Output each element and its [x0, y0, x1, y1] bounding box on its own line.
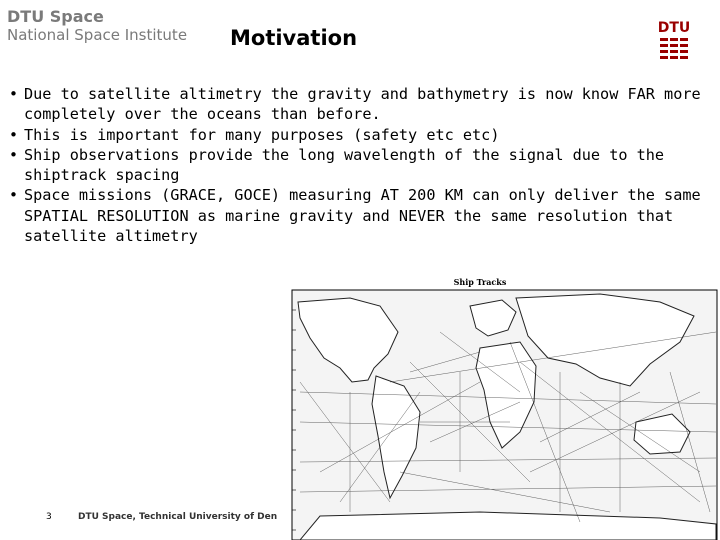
org-name: DTU Space	[7, 7, 104, 26]
dtu-space-logo	[7, 8, 187, 44]
org-subtitle: National Space Institute	[7, 26, 188, 44]
page-number: 3	[46, 512, 52, 522]
ship-tracks-map	[280, 272, 720, 540]
bullet-item: • Space missions (GRACE, GOCE) measuring AT 200 KM can only deliver the same SPATIAL RESOLUTION as marine gravity and NEVER the same resolution that satellite altimetry	[8, 185, 720, 246]
bullet-list	[8, 84, 720, 246]
bullet-item: • Ship observations provide the long wavelength of the signal due to the shiptrack spacing	[8, 145, 720, 186]
bullet-item: • This is important for many purposes (safety etc etc)	[8, 125, 720, 145]
footer-organization: DTU Space, Technical University of Den	[78, 512, 278, 522]
dtu-logo-text: DTU	[657, 20, 691, 36]
dtu-logo-icon	[656, 18, 692, 64]
bullet-item: • Due to satellite altimetry the gravity and bathymetry is now know FAR more completely over the oceans than before.	[8, 84, 720, 125]
slide-title: Motivation	[230, 26, 358, 50]
map-title: Ship Tracks	[453, 277, 507, 287]
slide-header	[0, 0, 720, 70]
